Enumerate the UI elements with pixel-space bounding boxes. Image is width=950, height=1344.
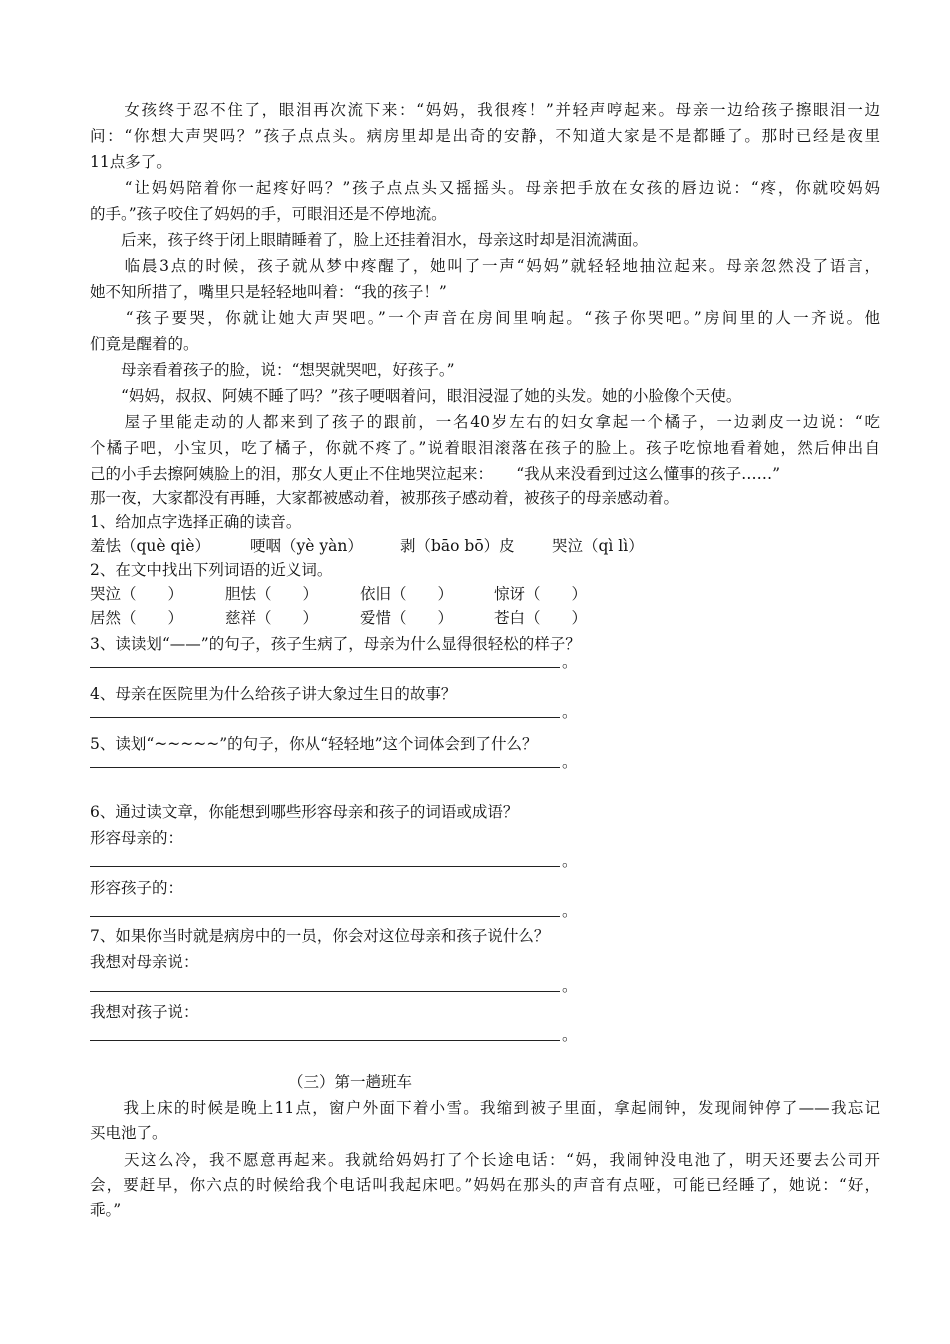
describe-mother-label: 形容母亲的：: [90, 829, 184, 847]
synonym-row: [90, 606, 880, 630]
pinyin-option: 剥（bāo bō）皮: [400, 537, 515, 555]
answer-period: 。: [562, 1026, 578, 1044]
answer-period: 。: [562, 852, 578, 870]
story-line: 的手。”孩子咬住了妈妈的手，可眼泪还是不停地流。: [90, 205, 447, 223]
question-4-label: 4、母亲在医院里为什么给孩子讲大象过生日的故事？: [90, 685, 457, 703]
answer-line[interactable]: [90, 991, 560, 992]
answer-line[interactable]: [90, 866, 560, 867]
story-line: 屋子里能走动的人都来到了孩子的跟前，一名40岁左右的妇女拿起一个橘子，一边剥皮一边说：“吃: [90, 413, 880, 431]
story-line: “孩子要哭，你就让她大声哭吧。”一个声音在房间里响起。“孩子你哭吧。”房间里的人一齐说。他: [90, 309, 880, 327]
story-line: 我上床的时候是晚上11点，窗户外面下着小雪。我缩到被子里面，拿起闹钟，发现闹钟停了——我忘记: [90, 1099, 880, 1117]
synonym-blank[interactable]: 依旧（ ）: [360, 585, 454, 603]
story-line: 问：“你想大声哭吗？”孩子点点头。病房里却是出奇的安静，不知道大家是不是都睡了。那时已经是夜里: [90, 127, 880, 145]
story-line: 11点多了。: [90, 153, 172, 171]
story-line: 天这么冷，我不愿意再起来。我就给妈妈打了个长途电话：“妈，我闹钟没电池了，明天还要去公司开: [90, 1151, 880, 1169]
answer-line[interactable]: [90, 767, 560, 768]
synonym-blank[interactable]: 哭泣（ ）: [90, 585, 184, 603]
story-line: 们竟是醒着的。: [90, 335, 199, 353]
section-title: （三）第一趟班车: [288, 1073, 413, 1091]
question-6-label: 6、通过读文章，你能想到哪些形容母亲和孩子的词语或成语？: [90, 803, 519, 821]
synonym-row: [90, 582, 880, 606]
pinyin-option: 哽咽（yè yàn）: [250, 537, 363, 555]
question-1-label: 1、给加点字选择正确的读音。: [90, 513, 302, 531]
story-line: 那一夜，大家都没有再睡，大家都被感动着，被那孩子感动着，被孩子的母亲感动着。: [90, 489, 680, 507]
question-1-options: [90, 534, 880, 558]
say-to-child-label: 我想对孩子说：: [90, 1003, 199, 1021]
story-line: 后来，孩子终于闭上眼睛睡着了，脸上还挂着泪水，母亲这时却是泪流满面。: [90, 231, 649, 249]
question-2-label: 2、在文中找出下列词语的近义词。: [90, 561, 333, 579]
story-line: 个橘子吧，小宝贝，吃了橘子，你就不疼了。”说着眼泪滚落在孩子的脸上。孩子吃惊地看着她，然后伸出自: [90, 439, 880, 457]
story-line: 买电池了。: [90, 1124, 168, 1142]
story-line: “妈妈，叔叔、阿姨不睡了吗？”孩子哽咽着问，眼泪浸湿了她的头发。她的小脸像个天使。: [90, 387, 742, 405]
answer-line[interactable]: [90, 1040, 560, 1041]
pinyin-option: 哭泣（qì lì）: [552, 537, 644, 555]
story-line: 女孩终于忍不住了，眼泪再次流下来：“妈妈，我很疼！”并轻声哼起来。母亲一边给孩子擦眼泪一边: [90, 101, 880, 119]
story-line: 己的小手去擦阿姨脸上的泪，那女人更止不住地哭泣起来： “我从来没看到过这么懂事的孩子……”: [90, 465, 781, 483]
synonym-blank[interactable]: 惊讶（ ）: [494, 585, 588, 603]
question-7-label: 7、如果你当时就是病房中的一员，你会对这位母亲和孩子说什么？: [90, 927, 550, 945]
synonym-blank[interactable]: 胆怯（ ）: [225, 585, 319, 603]
story-line: 会，要赶早，你六点的时候给我个电话叫我起床吧。”妈妈在那头的声音有点哑，可能已经睡了，她说：“好，: [90, 1176, 880, 1194]
answer-line[interactable]: [90, 916, 560, 917]
story-line: “让妈妈陪着你一起疼好吗？”孩子点点头又摇摇头。母亲把手放在女孩的唇边说：“疼，你就咬妈妈: [90, 179, 880, 197]
describe-child-label: 形容孩子的：: [90, 879, 184, 897]
answer-period: 。: [562, 977, 578, 995]
synonym-blank[interactable]: 慈祥（ ）: [225, 609, 319, 627]
synonym-blank[interactable]: 居然（ ）: [90, 609, 184, 627]
answer-period: 。: [562, 902, 578, 920]
answer-line[interactable]: [90, 717, 560, 718]
story-line: 乖。”: [90, 1201, 122, 1219]
story-line: 她不知所措了，嘴里只是轻轻地叫着：“我的孩子！”: [90, 283, 447, 301]
answer-period: 。: [562, 653, 578, 671]
question-5-label: 5、读划“~~~~~”的句子，你从“轻轻地”这个词体会到了什么？: [90, 735, 538, 753]
answer-period: 。: [562, 753, 578, 771]
question-3-label: 3、读读划“——”的句子，孩子生病了，母亲为什么显得很轻松的样子？: [90, 635, 581, 653]
pinyin-option: 羞怯（què qiè）: [90, 537, 211, 555]
story-line: 临晨3点的时候，孩子就从梦中疼醒了，她叫了一声“妈妈”就轻轻地抽泣起来。母亲忽然没了语言，: [90, 257, 880, 275]
synonym-blank[interactable]: 爱惜（ ）: [360, 609, 454, 627]
answer-period: 。: [562, 703, 578, 721]
story-line: 母亲看着孩子的脸，说：“想哭就哭吧，好孩子。”: [90, 361, 455, 379]
say-to-mother-label: 我想对母亲说：: [90, 953, 199, 971]
answer-line[interactable]: [90, 667, 560, 668]
synonym-blank[interactable]: 苍白（ ）: [494, 609, 588, 627]
